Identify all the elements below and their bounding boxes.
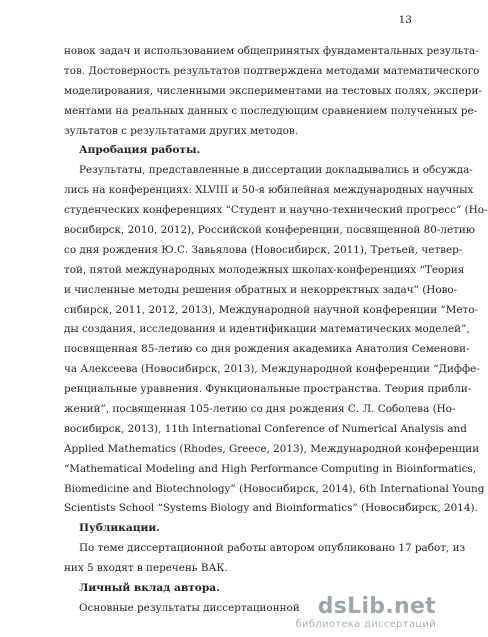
text-line: жений”, посвященная 105-летию со дня рождения С. Л. Соболева (Но- [64, 403, 456, 416]
text-line: Основные результаты диссертационной [79, 601, 300, 614]
heading-publications: Публикации. [79, 522, 160, 535]
text-line: посвященная 85-летию со дня рождения академика Анатолия Семенови- [64, 343, 470, 356]
text-line: ренциальные уравнения. Функциональные пространства. Теория прибли- [64, 383, 472, 396]
text-line: тов. Достоверность результатов подтверждена методами математического [64, 64, 480, 77]
text-line: сибирск, 2011, 2012, 2013), Международной научной конференции “Мето- [64, 303, 479, 316]
heading-contribution: Личный вклад автора. [79, 582, 220, 595]
paragraph-approbation [64, 161, 488, 519]
page-number: 13 [398, 14, 412, 26]
text-line: лись на конференциях: XLVIII и 50-я юбилейная международных научных [64, 184, 474, 197]
text-line: Biomedicine and Biotechnology” (Новосибирск, 2014), 6th International Young [64, 482, 485, 495]
text-line: Applied Mathematics (Rhodes, Greece, 2013), Международной конференции [64, 442, 480, 455]
heading-approbation: Апробация работы. [79, 144, 201, 157]
text-line: и численные методы решения обратных и некорректных задач” (Ново- [64, 283, 458, 296]
text-line: новок задач и использованием общепринятых фундаментальных результа- [64, 45, 479, 57]
text-line: ментами на реальных данных с последующим сравнением полученных ре- [64, 104, 478, 117]
text-line: моделирования, численными экспериментами на тестовых полях, экспери- [64, 84, 482, 97]
text-line: зультатов с результатами других методов. [64, 124, 299, 137]
text-line: восибирск, 2013), 11th International Conference of Numerical Analysis and [64, 422, 467, 435]
text-line: восибирск, 2010, 2012), Российской конференции, посвященной 80-летию [64, 224, 475, 237]
text-line: той, пятой международных молодежных школах-конференциях “Теория [64, 263, 465, 276]
paragraph-validity [64, 42, 482, 141]
dslib-watermark [286, 595, 436, 631]
text-line: них 5 входят в перечень ВАК. [64, 562, 228, 575]
text-line: Результаты, представленные в диссертации докладывались и обсужда- [79, 164, 473, 177]
watermark-logo: dsLib.net [317, 594, 436, 619]
text-line: “Mathematical Modeling and High Performance Computing in Bioinformatics, [64, 462, 477, 475]
page-body [64, 42, 488, 619]
watermark-subtitle: библиотека диссертаций [295, 619, 436, 630]
text-line: студенческих конференциях “Студент и научно-технический прогресс” (Но- [64, 204, 488, 217]
paragraph-publications [64, 539, 466, 579]
text-line: ча Алексеева (Новосибирск, 2013), Международной конференции “Диффе- [64, 363, 480, 376]
text-line: со дня рождения Ю.С. Завьялова (Новосибирск, 2011), Третьей, четвер- [64, 243, 463, 256]
text-line: Scientists School “Systems Biology and Bioinformatics” (Новосибирск, 2014). [64, 502, 478, 515]
text-line: По теме диссертационной работы автором опубликовано 17 работ, из [79, 542, 466, 555]
text-line: ды создания, исследования и идентификации математических моделей”, [64, 323, 470, 336]
